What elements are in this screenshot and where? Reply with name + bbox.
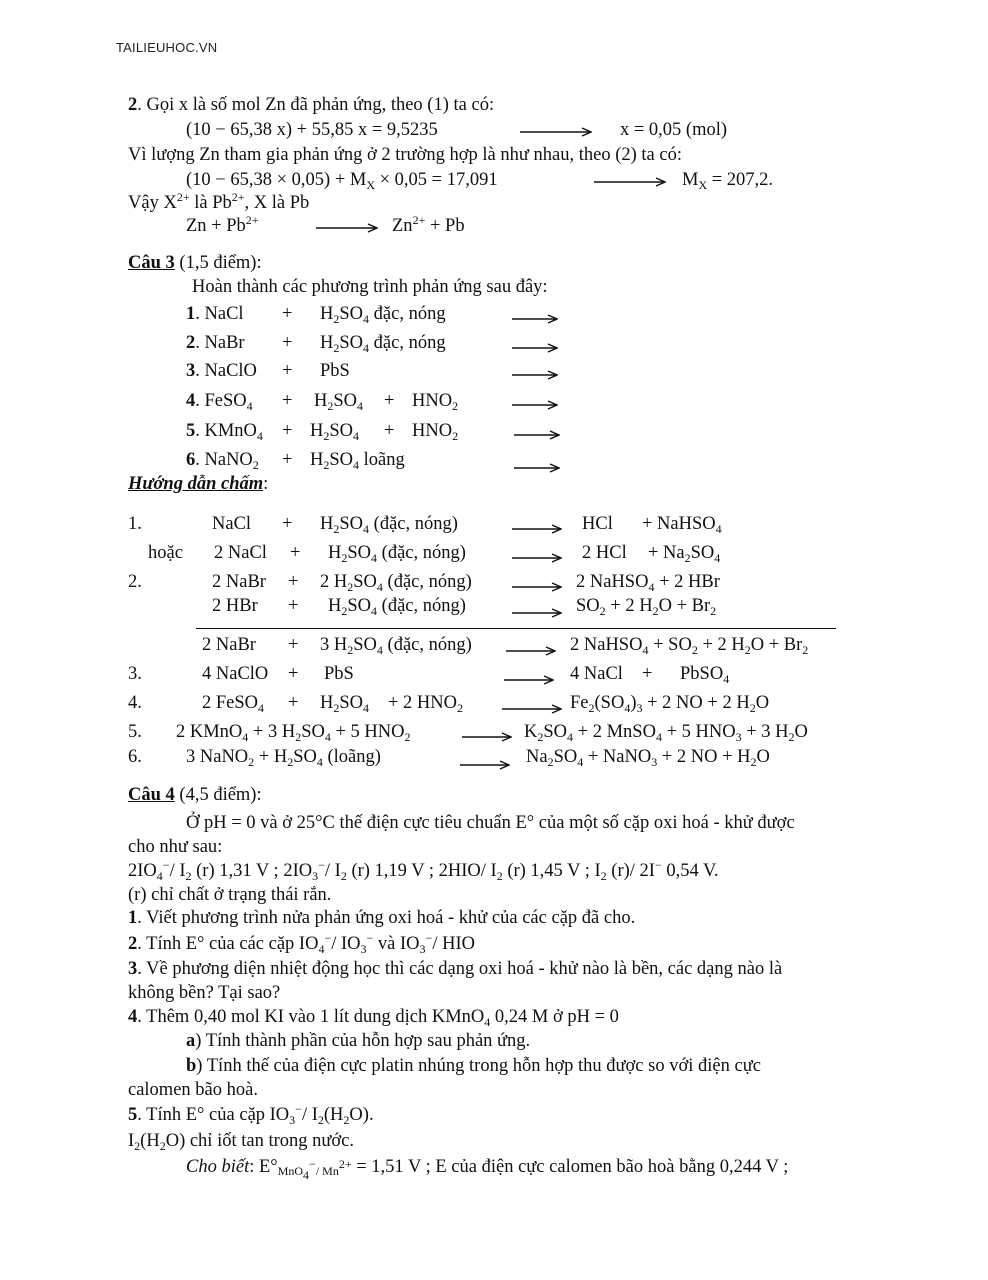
h2so4: 3 $H_2SO_4$ (đặc, nóng) bbox=[320, 635, 472, 657]
h2so4: $H_2SO_4$ (đặc, nóng) bbox=[320, 514, 458, 536]
cau3-item-5: 5. KMnO$_4$ bbox=[186, 421, 263, 443]
arrow-icon bbox=[594, 169, 666, 191]
h2so4: $H_2SO_4$ bbox=[320, 693, 370, 715]
guide-num-6: 6. bbox=[128, 747, 142, 767]
arrow-icon bbox=[514, 455, 560, 477]
guide-num-1: 1. bbox=[128, 514, 142, 534]
cau4-q4c: calomen bão hoà. bbox=[128, 1080, 258, 1100]
arrow-icon bbox=[512, 574, 562, 596]
kmno4-products: $K_2SO_4 + 2$ MnSO$_4$ + 5 $HNO_3 + 3$ $H_2O$ bbox=[524, 722, 808, 744]
nacl: NaCl bbox=[212, 514, 252, 534]
arrow-icon bbox=[512, 600, 562, 622]
nahso4: + NaHSO$_4$ bbox=[642, 514, 722, 536]
pbs: PbS bbox=[320, 361, 350, 381]
part2-reaction-product: $Zn^{2+} + Pb$ bbox=[392, 213, 465, 236]
plus: + bbox=[282, 304, 293, 324]
nabr: 2 NaBr bbox=[212, 572, 266, 592]
na2so4: + $Na_2SO_4$ bbox=[648, 543, 721, 565]
plus: + bbox=[384, 391, 395, 411]
sum-products: 2 NaHSO$_4$ + $SO_2 + 2$ $H_2O + Br_2$ bbox=[570, 635, 809, 657]
pbso4: PbSO$_4$ bbox=[680, 664, 730, 686]
cau4-q6: $I_2(H_2O)$ chỉ iốt tan trong nước. bbox=[128, 1131, 355, 1153]
cau3-intro: Hoàn thành các phương trình phản ứng sau đây: bbox=[192, 277, 548, 297]
guide-or: hoặc bbox=[148, 543, 183, 563]
plus: + bbox=[288, 596, 299, 616]
nabr: 2 NaBr bbox=[202, 635, 256, 655]
nano2-reactants: 3 NaNO$_2$ + $H_2SO_4$ (loãng) bbox=[186, 747, 381, 769]
cau4-q4b: b) Tính thế của điện cực platin nhúng trong hỗn hợp thu được so với điện cực bbox=[186, 1056, 761, 1076]
arrow-icon bbox=[514, 422, 560, 444]
guide-heading: Hướng dẫn chấm: bbox=[128, 474, 269, 494]
hcl: 2 HCl bbox=[582, 543, 627, 563]
arrow-icon bbox=[512, 392, 558, 414]
plus: + bbox=[384, 421, 395, 441]
cau3-item-1: 1. NaCl bbox=[186, 304, 244, 324]
nacl: 2 NaCl bbox=[214, 543, 267, 563]
part2-reaction: $Zn + Pb^{2+}$ bbox=[186, 213, 259, 236]
cau4-given: Cho biết: E°MnO$_4$−/ $Mn^{2+} = 1,51$ V ; E của điện cực calomen bão hoà bằng 0,244 V ; bbox=[186, 1157, 789, 1182]
nacl: 4 NaCl bbox=[570, 664, 623, 684]
naclo: 4 NaClO bbox=[202, 664, 269, 684]
h2so4: $H_2SO_4$ đặc, nóng bbox=[320, 304, 446, 326]
cau4-q4: 4. Thêm 0,40 mol KI vào 1 lít dung dịch KMnO$_4$ 0,24 M ở pH = 0 bbox=[128, 1007, 619, 1029]
cau4-q1: 1. Viết phương trình nửa phản ứng oxi hoá - khử của các cặp đã cho. bbox=[128, 908, 636, 928]
arrow-icon bbox=[316, 215, 378, 237]
arrow-icon bbox=[502, 696, 562, 718]
arrow-icon bbox=[512, 545, 562, 567]
cau3-item-2: 2. NaBr bbox=[186, 333, 245, 353]
part2-eq2: $(10 - 65,38 \times 0,05) + M_X \times 0,05 = 17,091$ bbox=[186, 170, 498, 192]
fe2so43: $Fe_2(SO_4)_3 + 2$ NO + 2 $H_2O$ bbox=[570, 693, 770, 715]
hno2: $HNO_2$ bbox=[412, 421, 459, 443]
plus: + bbox=[288, 635, 299, 655]
h2so4: $H_2SO_4$ (đặc, nóng) bbox=[328, 596, 466, 618]
cau4-p2: cho như sau: bbox=[128, 837, 223, 857]
nano2-products: $Na_2SO_4$ + NaNO$_3$ + 2 NO + $H_2O$ bbox=[526, 747, 770, 769]
cau3-item-3: 3. NaClO bbox=[186, 361, 257, 381]
plus: + bbox=[288, 664, 299, 684]
cau4-q3b: không bền? Tại sao? bbox=[128, 983, 281, 1003]
pbs: PbS bbox=[324, 664, 354, 684]
h2so4: 2 $H_2SO_4$ (đặc, nóng) bbox=[320, 572, 472, 594]
part2-conclusion: Vậy $X^{2+}$ là $Pb^{2+}$, X là Pb bbox=[128, 190, 310, 213]
part2-line1: 2. Gọi x là số mol Zn đã phản ứng, theo (1) ta có: bbox=[128, 95, 495, 115]
plus: + bbox=[288, 693, 299, 713]
part2-line3: Vì lượng Zn tham gia phản ứng ở 2 trường hợp là như nhau, theo (2) ta có: bbox=[128, 145, 682, 165]
cau3-item-6: 6. NaNO$_2$ bbox=[186, 450, 259, 472]
plus: + bbox=[282, 361, 293, 381]
arrow-icon bbox=[504, 667, 554, 689]
h2so4: $H_2SO_4$ bbox=[310, 421, 360, 443]
h2so4: $H_2SO_4$ (đặc, nóng) bbox=[328, 543, 466, 565]
cau3-item-4: 4. FeSO$_4$ bbox=[186, 391, 253, 413]
plus: + bbox=[282, 333, 293, 353]
so2-h2o-br2: $SO_2 + 2$ $H_2O + Br_2$ bbox=[576, 596, 717, 618]
guide-num-5: 5. bbox=[128, 722, 142, 742]
watermark: TAILIEUHOC.VN bbox=[116, 40, 218, 55]
arrow-icon bbox=[460, 752, 510, 774]
plus: + bbox=[282, 391, 293, 411]
cau4-q3: 3. Về phương diện nhiệt động học thì các dạng oxi hoá - khử nào là bền, các dạng nào là bbox=[128, 959, 783, 979]
plus: + bbox=[642, 664, 653, 684]
feso4: 2 FeSO$_4$ bbox=[202, 693, 265, 715]
plus: + bbox=[282, 514, 293, 534]
cau4-q4a: a) Tính thành phần của hỗn hợp sau phản ứng. bbox=[186, 1031, 531, 1051]
hcl: HCl bbox=[582, 514, 613, 534]
part2-eq1-result: x = 0,05 (mol) bbox=[620, 120, 728, 140]
arrow-icon bbox=[512, 335, 558, 357]
arrow-icon bbox=[512, 516, 562, 538]
cau4-potentials: $2IO_4^-/$ $I_2$ (r) 1,31 V ; $2IO_3^-/$ $I_2$ (r) 1,19 V ; 2HIO/ $I_2$ (r) 1,45 V ; $I_2$ (r)/ 2I− 0,54 V. bbox=[128, 858, 719, 883]
plus: + bbox=[282, 450, 293, 470]
cau4-q5: 5. Tính E° của cặp $IO_3^-/$ $I_2(H_2O)$. bbox=[128, 1102, 374, 1127]
cau4-q2: 2. Tính E° của các cặp $IO_4^-/$ $IO_3^-$ và $IO_3^-/$ HIO bbox=[128, 931, 475, 956]
guide-num-4: 4. bbox=[128, 693, 142, 713]
hno2: $HNO_2$ bbox=[412, 391, 459, 413]
h2so4: $H_2SO_4$ bbox=[314, 391, 364, 413]
cau4-heading: Câu 4 (4,5 điểm): bbox=[128, 785, 262, 805]
plus: + bbox=[282, 421, 293, 441]
h2so4: $H_2SO_4$ loãng bbox=[310, 450, 405, 472]
part2-eq2-result: $M_X = 207,2$. bbox=[682, 170, 774, 192]
cau3-heading: Câu 3 (1,5 điểm): bbox=[128, 253, 262, 273]
kmno4-reactants: 2 KMnO$_4$ + 3 $H_2SO_4 + 5$ $HNO_2$ bbox=[176, 722, 411, 744]
nahso4-hbr: 2 NaHSO$_4$ + 2 HBr bbox=[576, 572, 720, 594]
guide-num-2: 2. bbox=[128, 572, 142, 592]
hno2: + 2 $HNO_2$ bbox=[388, 693, 464, 715]
hbr: 2 HBr bbox=[212, 596, 258, 616]
cau4-p1: Ở pH = 0 và ở 25°C thế điện cực tiêu chuẩn E° của một số cặp oxi hoá - khử được bbox=[186, 813, 795, 833]
arrow-icon bbox=[512, 306, 558, 328]
part2-eq1: (10 − 65,38 x) + 55,85 x = 9,5235 bbox=[186, 120, 438, 140]
arrow-icon bbox=[512, 362, 558, 384]
arrow-icon bbox=[520, 119, 592, 141]
h2so4: $H_2SO_4$ đặc, nóng bbox=[320, 333, 446, 355]
plus: + bbox=[288, 572, 299, 592]
guide-num-3: 3. bbox=[128, 664, 142, 684]
arrow-icon bbox=[462, 724, 512, 746]
cau4-p4: (r) chỉ chất ở trạng thái rắn. bbox=[128, 885, 332, 905]
sum-rule bbox=[196, 628, 836, 629]
plus: + bbox=[290, 543, 301, 563]
arrow-icon bbox=[506, 638, 556, 660]
